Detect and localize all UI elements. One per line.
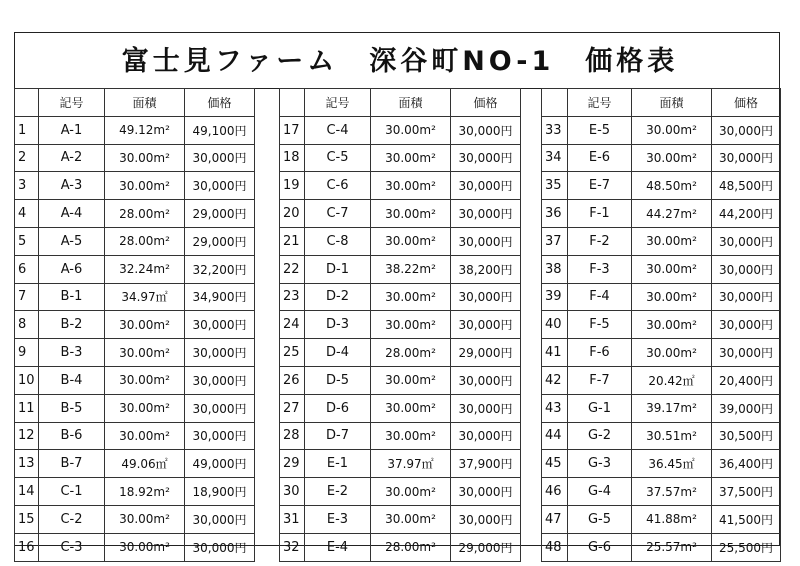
plot-code: B-5 [39,394,105,422]
plot-price: 37,900円 [451,450,521,478]
plot-area: 28.00m² [371,339,451,367]
plot-area: 28.00m² [371,533,451,561]
plot-price: 30,000円 [185,422,255,450]
plot-price: 49,100円 [185,116,255,144]
plot-price: 30,000円 [451,227,521,255]
plot-code: B-3 [39,339,105,367]
table-row [542,144,781,172]
row-number: 33 [542,116,568,144]
plot-code: F-3 [568,255,632,283]
plot-price: 25,500円 [712,533,781,561]
plot-price: 30,000円 [712,339,781,367]
row-number: 15 [15,505,39,533]
plot-price: 30,000円 [451,311,521,339]
plot-code: E-7 [568,172,632,200]
plot-code: C-1 [39,478,105,506]
table-row [542,339,781,367]
row-number: 24 [280,311,305,339]
plot-price: 38,200円 [451,255,521,283]
plot-code: B-1 [39,283,105,311]
plot-price: 30,000円 [712,283,781,311]
plot-code: B-6 [39,422,105,450]
row-number: 5 [15,227,39,255]
price-table-left [14,88,255,562]
plot-price: 30,000円 [451,505,521,533]
row-number: 42 [542,366,568,394]
table-row [280,116,521,144]
plot-price: 44,200円 [712,200,781,228]
row-number: 16 [15,533,39,561]
plot-code: G-3 [568,450,632,478]
header-price: 価格 [712,89,781,117]
plot-price: 30,000円 [451,394,521,422]
header-number [542,89,568,117]
table-row [280,394,521,422]
plot-area: 30.00m² [371,311,451,339]
plot-code: F-5 [568,311,632,339]
table-row [280,478,521,506]
plot-code: A-2 [39,144,105,172]
row-number: 13 [15,450,39,478]
header-price: 価格 [185,89,255,117]
row-number: 36 [542,200,568,228]
plot-price: 32,200円 [185,255,255,283]
table-row [280,144,521,172]
price-table-right [541,88,781,562]
plot-code: C-8 [305,227,371,255]
row-number: 6 [15,255,39,283]
plot-price: 30,000円 [185,311,255,339]
plot-code: D-7 [305,422,371,450]
row-number: 31 [280,505,305,533]
row-number: 12 [15,422,39,450]
table-row [15,255,255,283]
header-code: 記号 [568,89,632,117]
plot-area: 30.51m² [632,422,712,450]
plot-price: 30,000円 [185,172,255,200]
plot-area: 30.00m² [632,144,712,172]
plot-price: 30,000円 [185,366,255,394]
table-row [15,116,255,144]
plot-area: 48.50m² [632,172,712,200]
table-row [280,255,521,283]
plot-area: 41.88m² [632,505,712,533]
plot-price: 30,000円 [712,116,781,144]
plot-area: 37.97㎡ [371,450,451,478]
header-code: 記号 [305,89,371,117]
plot-area: 37.57m² [632,478,712,506]
row-number: 37 [542,227,568,255]
row-number: 22 [280,255,305,283]
plot-area: 30.00m² [371,505,451,533]
plot-area: 30.00m² [105,144,185,172]
plot-code: A-5 [39,227,105,255]
plot-price: 30,000円 [185,339,255,367]
plot-area: 30.00m² [632,227,712,255]
table-row [542,422,781,450]
plot-area: 30.00m² [371,283,451,311]
plot-area: 30.00m² [371,394,451,422]
plot-code: G-1 [568,394,632,422]
plot-price: 36,400円 [712,450,781,478]
plot-code: E-2 [305,478,371,506]
table-row [542,311,781,339]
plot-area: 44.27m² [632,200,712,228]
plot-price: 18,900円 [185,478,255,506]
plot-price: 30,000円 [185,144,255,172]
table-row [542,478,781,506]
plot-price: 30,000円 [451,172,521,200]
plot-price: 39,000円 [712,394,781,422]
plot-price: 37,500円 [712,478,781,506]
table-row [280,339,521,367]
plot-area: 30.00m² [105,339,185,367]
plot-price: 29,000円 [185,227,255,255]
plot-price: 41,500円 [712,505,781,533]
table-row [542,394,781,422]
plot-area: 39.17m² [632,394,712,422]
plot-code: C-5 [305,144,371,172]
plot-area: 30.00m² [632,339,712,367]
plot-area: 28.00m² [105,227,185,255]
table-row [280,283,521,311]
plot-price: 30,000円 [451,144,521,172]
header-code: 記号 [39,89,105,117]
plot-price: 30,000円 [451,478,521,506]
plot-code: C-2 [39,505,105,533]
row-number: 34 [542,144,568,172]
plot-price: 29,000円 [451,339,521,367]
table-row [542,505,781,533]
table-row [542,366,781,394]
row-number: 41 [542,339,568,367]
row-number: 28 [280,422,305,450]
plot-area: 36.45㎡ [632,450,712,478]
plot-price: 30,000円 [712,227,781,255]
plot-area: 30.00m² [105,394,185,422]
plot-code: G-4 [568,478,632,506]
plot-code: F-6 [568,339,632,367]
plot-area: 30.00m² [105,505,185,533]
plot-area: 30.00m² [371,172,451,200]
table-row [542,200,781,228]
row-number: 3 [15,172,39,200]
plot-code: D-1 [305,255,371,283]
header-area: 面積 [632,89,712,117]
row-number: 19 [280,172,305,200]
plot-code: F-1 [568,200,632,228]
plot-price: 30,000円 [712,311,781,339]
plot-code: A-3 [39,172,105,200]
row-number: 11 [15,394,39,422]
table-header-row [542,89,781,117]
page-title: 富士見ファーム 深谷町NO-1 価格表 [121,46,679,77]
row-number: 25 [280,339,305,367]
row-number: 18 [280,144,305,172]
table-row [280,533,521,561]
row-number: 38 [542,255,568,283]
table-row [542,227,781,255]
plot-area: 30.00m² [632,255,712,283]
table-row [542,172,781,200]
plot-area: 49.12m² [105,116,185,144]
table-row [542,116,781,144]
plot-code: E-6 [568,144,632,172]
plot-price: 29,000円 [451,533,521,561]
table-row [15,227,255,255]
header-area: 面積 [105,89,185,117]
table-row [15,172,255,200]
plot-area: 25.57m² [632,533,712,561]
plot-code: A-4 [39,200,105,228]
plot-area: 30.00m² [371,478,451,506]
plot-area: 30.00m² [371,422,451,450]
plot-price: 49,000円 [185,450,255,478]
row-number: 32 [280,533,305,561]
plot-price: 30,000円 [185,394,255,422]
row-number: 35 [542,172,568,200]
plot-area: 30.00m² [105,533,185,561]
plot-area: 30.00m² [371,116,451,144]
plot-code: D-6 [305,394,371,422]
plot-code: B-2 [39,311,105,339]
plot-price: 30,000円 [712,144,781,172]
row-number: 40 [542,311,568,339]
row-number: 45 [542,450,568,478]
table-row [15,450,255,478]
plot-price: 30,000円 [451,366,521,394]
table-row [15,394,255,422]
table-row [15,283,255,311]
plot-price: 30,000円 [185,533,255,561]
plot-code: C-4 [305,116,371,144]
row-number: 46 [542,478,568,506]
plot-code: D-4 [305,339,371,367]
table-row [280,172,521,200]
row-number: 43 [542,394,568,422]
plot-area: 38.22m² [371,255,451,283]
plot-area: 30.00m² [632,116,712,144]
row-number: 21 [280,227,305,255]
plot-area: 18.92m² [105,478,185,506]
header-price: 価格 [451,89,521,117]
table-row [15,339,255,367]
row-number: 1 [15,116,39,144]
plot-code: D-5 [305,366,371,394]
plot-price: 20,400円 [712,366,781,394]
plot-code: A-1 [39,116,105,144]
table-row [542,533,781,561]
row-number: 27 [280,394,305,422]
table-row [280,311,521,339]
table-header-row [15,89,255,117]
plot-code: A-6 [39,255,105,283]
table-row [542,450,781,478]
plot-area: 30.00m² [105,366,185,394]
row-number: 20 [280,200,305,228]
plot-area: 32.24m² [105,255,185,283]
table-row [15,533,255,561]
table-row [15,311,255,339]
row-number: 23 [280,283,305,311]
table-row [280,505,521,533]
table-row [542,283,781,311]
row-number: 8 [15,311,39,339]
table-row [280,227,521,255]
table-row [15,366,255,394]
row-number: 7 [15,283,39,311]
plot-code: E-4 [305,533,371,561]
plot-area: 20.42㎡ [632,366,712,394]
plot-area: 30.00m² [371,366,451,394]
plot-price: 29,000円 [185,200,255,228]
plot-area: 30.00m² [632,311,712,339]
table-row [280,366,521,394]
price-table-middle [279,88,521,562]
row-number: 10 [15,366,39,394]
plot-code: E-1 [305,450,371,478]
table-row [15,200,255,228]
plot-area: 28.00m² [105,200,185,228]
row-number: 2 [15,144,39,172]
table-row [280,200,521,228]
plot-area: 30.00m² [105,422,185,450]
plot-price: 30,000円 [185,505,255,533]
plot-code: G-6 [568,533,632,561]
plot-code: F-2 [568,227,632,255]
plot-area: 30.00m² [105,311,185,339]
plot-price: 30,500円 [712,422,781,450]
plot-code: E-3 [305,505,371,533]
plot-area: 34.97㎡ [105,283,185,311]
plot-code: G-5 [568,505,632,533]
row-number: 29 [280,450,305,478]
table-row [15,422,255,450]
plot-price: 30,000円 [451,283,521,311]
plot-area: 30.00m² [632,283,712,311]
plot-code: G-2 [568,422,632,450]
table-row [280,450,521,478]
header-area: 面積 [371,89,451,117]
row-number: 26 [280,366,305,394]
table-row [542,255,781,283]
table-row [15,144,255,172]
plot-code: C-7 [305,200,371,228]
header-number [280,89,305,117]
row-number: 14 [15,478,39,506]
row-number: 47 [542,505,568,533]
table-header-row [280,89,521,117]
plot-code: F-7 [568,366,632,394]
row-number: 48 [542,533,568,561]
plot-price: 30,000円 [451,422,521,450]
plot-price: 30,000円 [451,116,521,144]
row-number: 44 [542,422,568,450]
plot-price: 34,900円 [185,283,255,311]
plot-code: F-4 [568,283,632,311]
plot-code: B-4 [39,366,105,394]
plot-code: C-3 [39,533,105,561]
plot-price: 30,000円 [451,200,521,228]
plot-area: 30.00m² [105,172,185,200]
plot-area: 30.00m² [371,200,451,228]
plot-price: 30,000円 [712,255,781,283]
row-number: 30 [280,478,305,506]
row-number: 4 [15,200,39,228]
plot-code: B-7 [39,450,105,478]
plot-area: 30.00m² [371,144,451,172]
row-number: 39 [542,283,568,311]
table-row [15,505,255,533]
header-number [15,89,39,117]
plot-code: D-2 [305,283,371,311]
table-row [15,478,255,506]
plot-code: E-5 [568,116,632,144]
row-number: 17 [280,116,305,144]
plot-code: D-3 [305,311,371,339]
plot-area: 30.00m² [371,227,451,255]
plot-area: 49.06㎡ [105,450,185,478]
plot-code: C-6 [305,172,371,200]
table-row [280,422,521,450]
plot-price: 48,500円 [712,172,781,200]
row-number: 9 [15,339,39,367]
